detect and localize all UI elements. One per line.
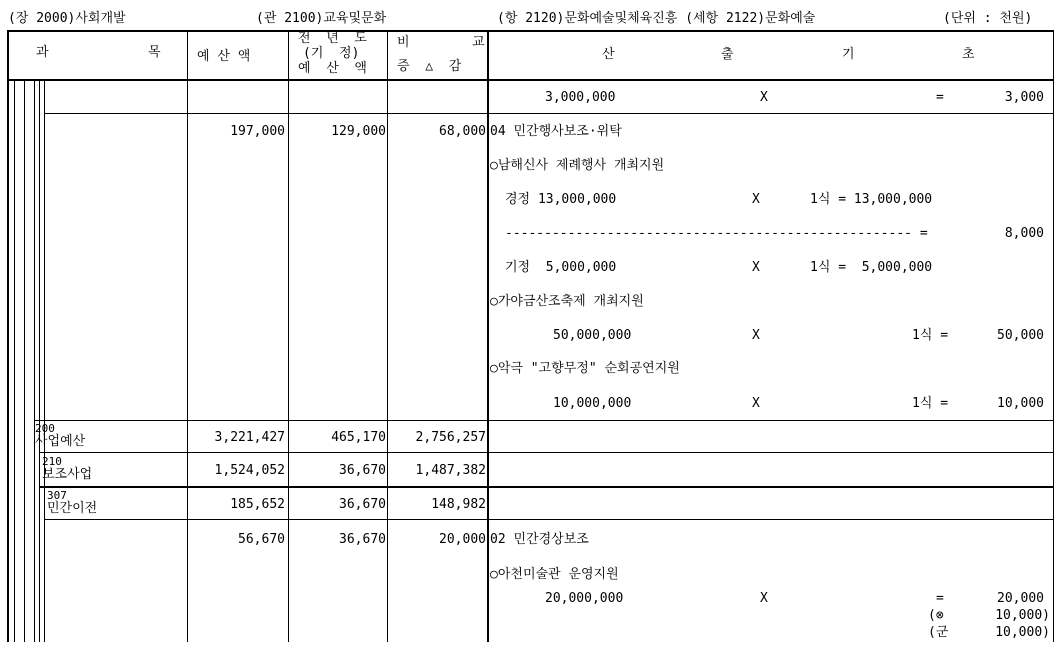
r2-line-d-x: X: [752, 396, 760, 411]
r6-sub2-value: 10,000): [995, 625, 1050, 640]
r3-diff: 2,756,257: [415, 430, 486, 445]
header-basis-3: 기: [842, 47, 855, 62]
r2-line-c-x: X: [752, 328, 760, 343]
r4-budget: 1,524,052: [214, 463, 285, 478]
r2-line-b-x: X: [752, 260, 760, 275]
r5-prev: 36,670: [339, 497, 386, 512]
r6-sub2-label: (군: [928, 625, 949, 640]
header-prev-2: (기 정): [303, 46, 360, 61]
header-budget: 예 산 액: [197, 49, 251, 64]
r4-diff: 1,487,382: [415, 463, 486, 478]
r1-amount: 3,000,000: [545, 90, 616, 105]
r2-line-d-q: 1식 =: [912, 396, 949, 411]
r2-budget: 197,000: [230, 124, 285, 139]
r6-title: 02 민간경상보조: [490, 532, 589, 547]
r2-diff: 68,000: [439, 124, 486, 139]
header-prev-3: 예 산 액: [298, 61, 367, 76]
header-mok: 목: [148, 45, 161, 60]
chapter-label: (장 2000)사회개발: [8, 11, 126, 26]
r6-x: X: [760, 591, 768, 606]
r2-dash-total: 8,000: [1004, 226, 1044, 241]
r3-prev: 465,170: [331, 430, 386, 445]
unit-label: (단위 : 천원): [943, 11, 1033, 26]
r6-item1: ○아천미술관 운영지원: [490, 567, 619, 582]
header-basis-2: 출: [721, 47, 734, 62]
r1-x: X: [760, 90, 768, 105]
r2-prev: 129,000: [331, 124, 386, 139]
r2-dash: ---------------------------------------------------- =: [505, 226, 928, 241]
r1-result: 3,000: [1004, 90, 1044, 105]
r6-eq: =: [936, 591, 944, 606]
r2-line-c-q: 1식 =: [912, 328, 949, 343]
header-compare-2: 증 △ 감: [397, 59, 462, 74]
r2-line-a-r: 1식 = 13,000,000: [810, 192, 933, 207]
r5-budget: 185,652: [230, 497, 285, 512]
r4-prev: 36,670: [339, 463, 386, 478]
r2-line-c: 50,000,000: [553, 328, 632, 343]
r6-sub1-value: 10,000): [995, 608, 1050, 623]
r4-name: 보조사업: [42, 467, 93, 482]
header-basis-4: 초: [962, 47, 975, 62]
section-label: (관 2100)교육및문화: [256, 11, 387, 26]
r2-item3: ○악극 "고향무정" 순회공연지원: [490, 361, 680, 376]
r6-prev: 36,670: [339, 532, 386, 547]
r3-budget: 3,221,427: [214, 430, 285, 445]
r3-name: 사업예산: [35, 434, 86, 449]
header-prev-1: 전 년 도: [298, 31, 367, 46]
r6-amount: 20,000,000: [545, 591, 624, 606]
r6-sub1-label: (⊗: [928, 608, 944, 623]
r2-line-d: 10,000,000: [553, 396, 632, 411]
r2-item1: ○남해신사 제례행사 개최지원: [490, 158, 665, 173]
r6-diff: 20,000: [439, 532, 486, 547]
r6-total: 20,000: [997, 591, 1044, 606]
header-compare-1: 비 교: [397, 35, 485, 50]
r2-item2: ○가야금산조축제 개최지원: [490, 294, 644, 309]
r4-code: 210: [42, 455, 62, 468]
r2-title: 04 민간행사보조·위탁: [490, 124, 622, 139]
r2-line-d-total: 10,000: [997, 396, 1044, 411]
r5-diff: 148,982: [431, 497, 486, 512]
header-gwa: 과: [36, 45, 49, 60]
r3-code: 200: [35, 422, 55, 435]
item-label: (항 2120)문화예술및체육진흥 (세항 2122)문화예술: [497, 11, 816, 26]
r5-code: 307: [47, 489, 67, 502]
r2-line-c-total: 50,000: [997, 328, 1044, 343]
r2-line-a: 경정 13,000,000: [505, 192, 617, 207]
header-basis-1: 산: [602, 47, 615, 62]
r6-budget: 56,670: [238, 532, 285, 547]
r2-line-b-r: 1식 = 5,000,000: [810, 260, 933, 275]
r2-line-b: 기정 5,000,000: [505, 260, 617, 275]
r2-line-a-x: X: [752, 192, 760, 207]
r1-eq: =: [936, 90, 944, 105]
r5-name: 민간이전: [47, 501, 98, 516]
